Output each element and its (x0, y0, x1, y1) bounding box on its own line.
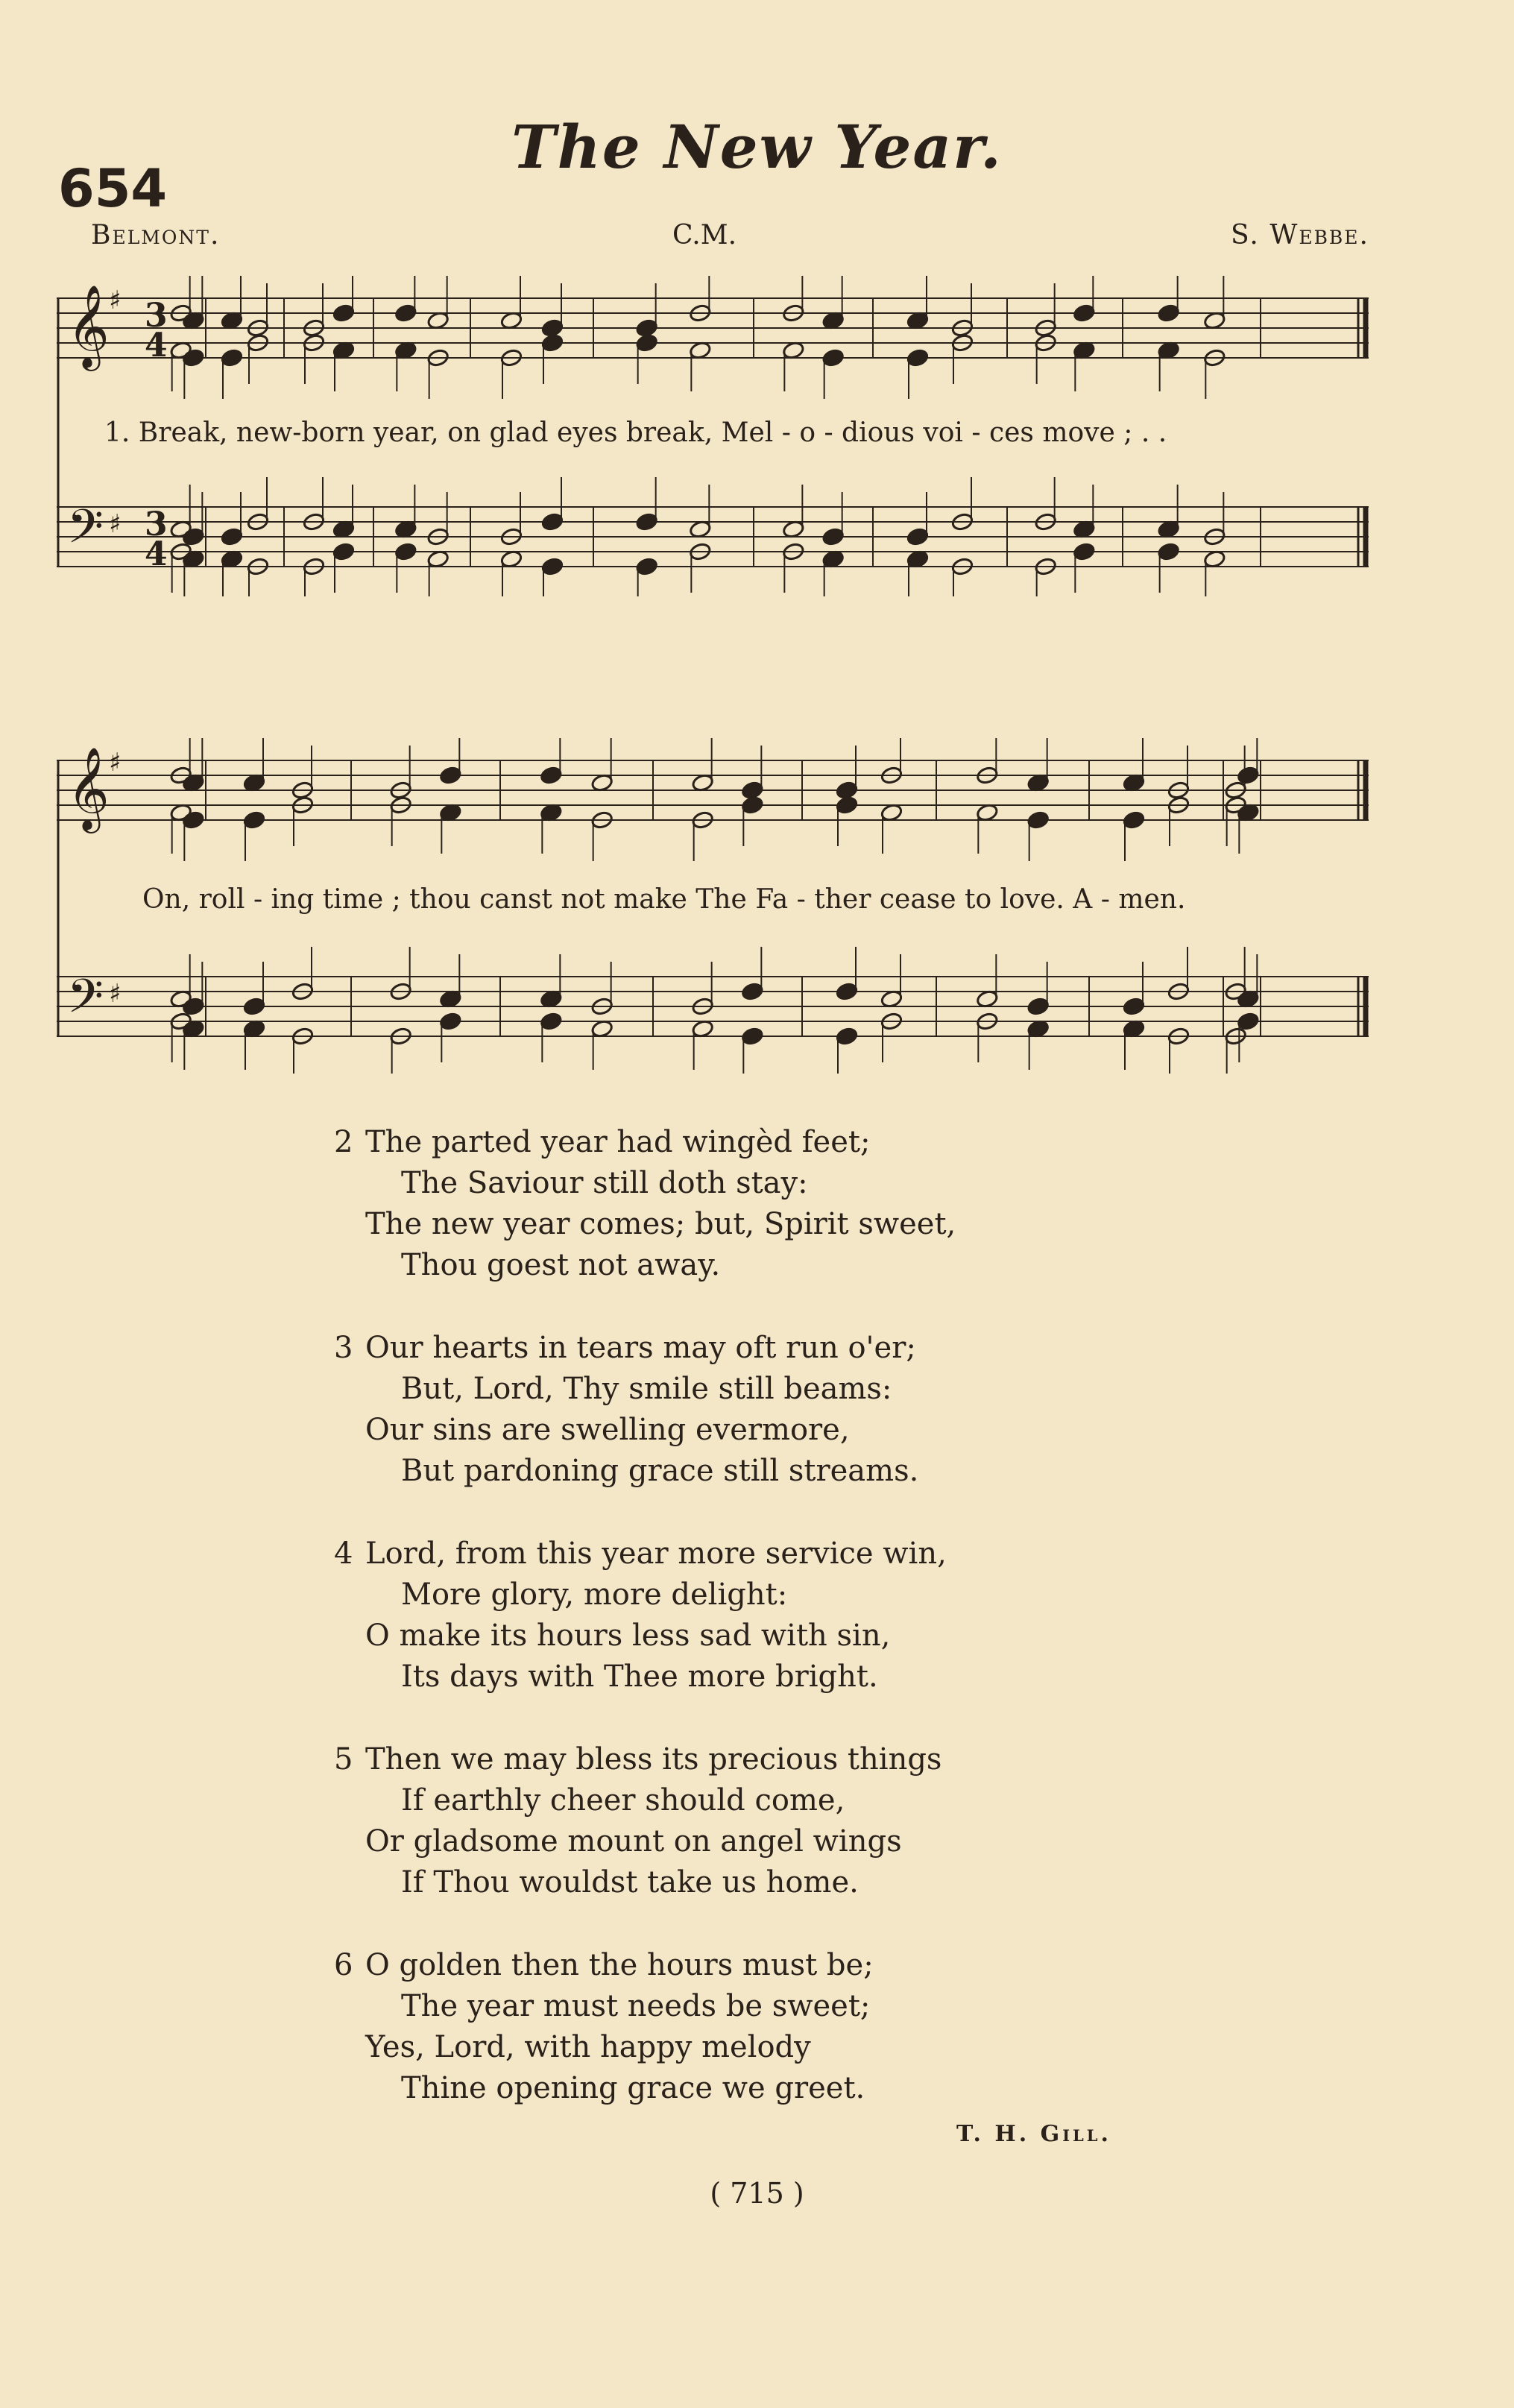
note-head (1026, 810, 1050, 830)
sharp-icon: ♯ (109, 509, 122, 539)
note-head (1237, 1012, 1260, 1031)
note-head (906, 527, 930, 546)
note-head (741, 1027, 764, 1046)
note-head (836, 982, 859, 1001)
note-head (1157, 542, 1180, 561)
verse-line: But pardoning grace still streams. (401, 1454, 919, 1488)
hymn-number: 654 (58, 158, 168, 219)
note-head (221, 527, 244, 546)
verse-5 (334, 1739, 1185, 1903)
note-head (182, 348, 205, 368)
note-head (221, 348, 244, 368)
verse-line: The Saviour still doth stay: (401, 1166, 808, 1200)
time-signature-top: 3 (145, 297, 168, 335)
note-head (541, 557, 564, 576)
note-head (541, 333, 564, 353)
treble-clef-icon: 𝄞 (67, 746, 110, 830)
verse-line: Its days with Thee more bright. (401, 1660, 878, 1694)
note-head (540, 766, 563, 785)
verse-line: Or gladsome mount on angel wings (365, 1824, 902, 1859)
note-head (182, 527, 205, 546)
verse-line: The new year comes; but, Spirit sweet, (365, 1207, 956, 1241)
note-head (540, 1012, 563, 1031)
note-head (906, 348, 930, 368)
note-head (741, 795, 764, 815)
sharp-icon: ♯ (109, 748, 122, 778)
music-system-2 (57, 738, 1369, 1074)
time-signature-bottom: 4 (145, 327, 168, 365)
note-head (1157, 303, 1180, 323)
verse-line: Yes, Lord, with happy melody (365, 2030, 811, 2064)
note-head (821, 348, 845, 368)
verse-number: 3 (334, 1331, 353, 1365)
tune-name: Belmont. (91, 220, 221, 250)
verse-line: O make its hours less sad with sin, (365, 1619, 891, 1653)
verse-number: 4 (334, 1536, 353, 1571)
time-signature-bottom: 4 (145, 535, 168, 573)
note-head (741, 982, 764, 1001)
note-head (439, 1012, 462, 1031)
note-head (1237, 766, 1260, 785)
verse-line: Our sins are swelling evermore, (365, 1413, 850, 1447)
treble-clef-icon: 𝄞 (67, 284, 110, 368)
verse-line: Thou goest not away. (401, 1248, 721, 1282)
verse-2 (334, 1122, 1185, 1286)
note-head (182, 810, 205, 830)
note-head (1123, 810, 1146, 830)
sharp-icon: ♯ (109, 979, 122, 1009)
verse-number: 2 (334, 1125, 353, 1159)
note-head (394, 542, 417, 561)
note-head (821, 527, 845, 546)
author: T. H. Gill. (956, 2121, 1111, 2147)
lyrics-line-1: 1. Break, new-born year, on glad eyes break, Mel - o - dious voi - ces move ; . . (104, 417, 1167, 448)
verse-6 (334, 1945, 1185, 2109)
note-head (836, 1027, 859, 1046)
note-head (332, 303, 356, 323)
music-system-1 (57, 276, 1369, 596)
verse-line: More glory, more delight: (401, 1578, 788, 1612)
note-head (1073, 542, 1096, 561)
note-head (741, 781, 764, 800)
note-head (541, 512, 564, 532)
verse-line: If earthly cheer should come, (401, 1783, 845, 1818)
note-head (439, 766, 462, 785)
note-head (1123, 997, 1146, 1016)
note-head (243, 810, 266, 830)
verse-number: 5 (334, 1742, 353, 1777)
verse-line: 6 O golden then the hours must be; (334, 1945, 1185, 1986)
note-head (635, 512, 658, 532)
note-head (1073, 303, 1096, 323)
lyrics-line-2: On, roll - ing time ; thou canst not make The Fa - ther cease to love. A - men. (142, 884, 1186, 915)
sharp-icon: ♯ (109, 286, 122, 315)
note-head (836, 781, 859, 800)
tune-info-row (91, 220, 1369, 257)
verse-line: 3 Our hearts in tears may oft run o'er; (334, 1328, 1185, 1369)
note-head (541, 318, 564, 338)
verse-3 (334, 1328, 1185, 1492)
note-head (836, 795, 859, 815)
verse-line: If Thou wouldst take us home. (401, 1865, 859, 1900)
note-head (635, 318, 658, 338)
verse-line: 2 The parted year had wingèd feet; (334, 1122, 1185, 1163)
note-head (394, 303, 417, 323)
verses-block (334, 1122, 1185, 2151)
composer: S. Webbe. (1231, 220, 1369, 250)
note-head (182, 997, 205, 1016)
note-head (635, 333, 658, 353)
page-number: ( 715 ) (710, 2177, 804, 2210)
verse-line: Thine opening grace we greet. (401, 2071, 865, 2105)
verse-number: 6 (334, 1948, 353, 1982)
note-head (1026, 997, 1050, 1016)
verse-line: 5 Then we may bless its precious things (334, 1739, 1185, 1780)
time-signature-top: 3 (145, 505, 168, 543)
verse-line: 4 Lord, from this year more service win, (334, 1534, 1185, 1575)
meter: C.M. (672, 220, 737, 250)
hymn-title: The New Year. (511, 112, 1003, 182)
verse-4 (334, 1534, 1185, 1698)
note-head (332, 542, 356, 561)
note-head (243, 997, 266, 1016)
verse-line: But, Lord, Thy smile still beams: (401, 1372, 892, 1406)
bass-clef-icon: 𝄢 (67, 499, 104, 565)
verse-line: The year must needs be sweet; (401, 1989, 871, 2023)
note-head (635, 557, 658, 576)
bass-clef-icon: 𝄢 (67, 968, 104, 1035)
